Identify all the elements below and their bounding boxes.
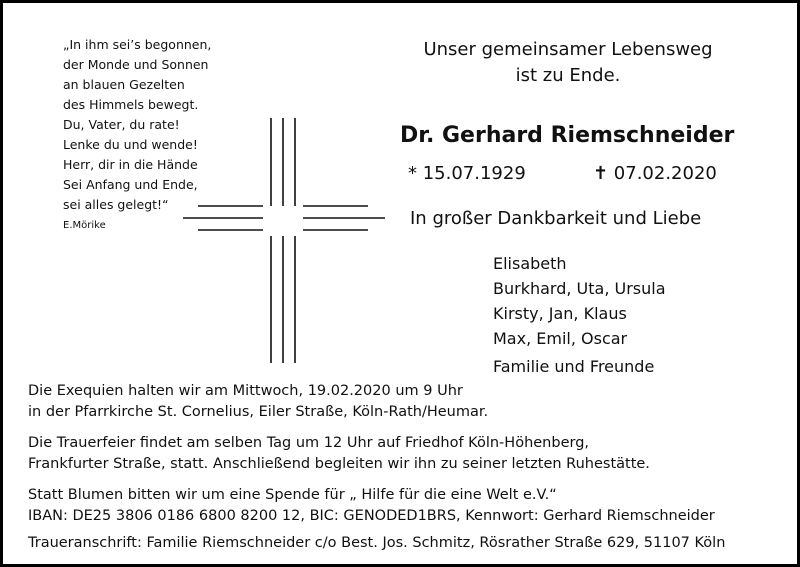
info-line: Statt Blumen bitten wir um eine Spende für „ Hilfe für die eine Welt e.V.“ xyxy=(28,487,557,503)
heading-line: ist zu Ende. xyxy=(515,65,621,86)
info-line: Die Exequien halten wir am Mittwoch, 19.02.2020 um 9 Uhr xyxy=(28,383,463,399)
family-list xyxy=(493,251,666,379)
info-line: IBAN: DE25 3806 0186 6800 8200 12, BIC: GENODED1BRS, Kennwort: Gerhard Riemschneider xyxy=(28,508,715,524)
poem-line: Herr, dir in die Hände xyxy=(63,157,198,172)
obituary-heading xyxy=(398,37,738,89)
poem-line: an blauen Gezelten xyxy=(63,77,185,92)
christian-cross-icon xyxy=(178,118,388,368)
poem-line: des Himmels bewegt. xyxy=(63,97,199,112)
family-member: Kirsty, Jan, Klaus xyxy=(493,304,627,323)
poem-line: Sei Anfang und Ende, xyxy=(63,177,198,192)
trauerfeier-info xyxy=(28,433,788,475)
exequien-info xyxy=(28,381,788,423)
deceased-name: Dr. Gerhard Riemschneider xyxy=(400,123,735,148)
family-member: Burkhard, Uta, Ursula xyxy=(493,279,666,298)
poem-line: Lenke du und wende! xyxy=(63,137,198,152)
poem-line: sei alles gelegt!“ xyxy=(63,197,169,212)
info-line: Frankfurter Straße, statt. Anschließend begleiten wir ihn zu seiner letzten Ruhestätte. xyxy=(28,456,650,472)
heading-line: Unser gemeinsamer Lebensweg xyxy=(423,39,713,60)
address-line: Traueranschrift: Familie Riemschneider c/o Best. Jos. Schmitz, Rösrather Straße 629, 51107 Köln xyxy=(28,535,726,551)
death-date: ✝ 07.02.2020 xyxy=(593,163,717,184)
donation-info xyxy=(28,485,788,527)
poem-line: der Monde und Sonnen xyxy=(63,57,209,72)
poem-line: Du, Vater, du rate! xyxy=(63,117,180,132)
family-extra: Familie und Freunde xyxy=(493,357,655,376)
info-line: in der Pfarrkirche St. Cornelius, Eiler Straße, Köln-Rath/Heumar. xyxy=(28,404,489,420)
family-member: Elisabeth xyxy=(493,254,567,273)
mourning-address xyxy=(28,533,788,554)
birth-date: * 15.07.1929 xyxy=(408,163,526,184)
gratitude-line: In großer Dankbarkeit und Liebe xyxy=(410,208,702,229)
poem-author: E.Mörike xyxy=(63,220,106,231)
poem-line: „In ihm sei’s begonnen, xyxy=(63,37,212,52)
family-member: Max, Emil, Oscar xyxy=(493,329,628,348)
info-line: Die Trauerfeier findet am selben Tag um 12 Uhr auf Friedhof Köln-Höhenberg, xyxy=(28,435,590,451)
